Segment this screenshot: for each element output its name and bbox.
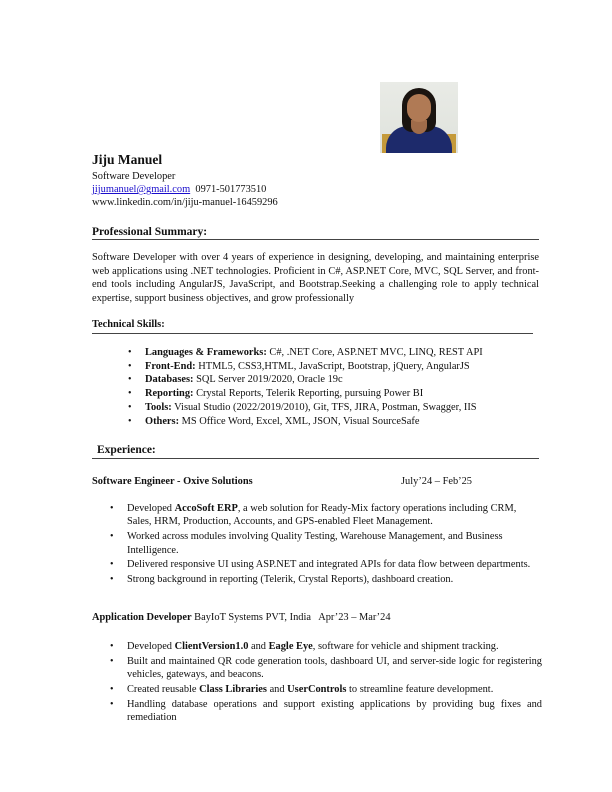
text: Created reusable [127, 683, 200, 695]
list-item [127, 502, 542, 529]
experience-heading: Experience: [97, 444, 156, 456]
bold-text: Languages & Frameworks: [145, 347, 267, 358]
contact-line [92, 183, 266, 196]
text: Crystal Reports, Telerik Reporting, pursuing Power BI [193, 388, 424, 400]
text: , a web solution for Ready-Mix factory operations including CRM, Sales, HRM, Production, Accounts, and GPS-enabled Fleet Management. [127, 503, 517, 528]
job-dates: July’24 – Feb’25 [401, 476, 472, 487]
bold-text: UserControls [287, 683, 347, 695]
text: C#, .NET Core, ASP.NET MVC, LINQ, REST API [266, 347, 483, 358]
job-dates: Apr’23 – Mar’24 [318, 612, 391, 623]
bold-text: Front-End: [145, 360, 196, 372]
list-item [127, 530, 542, 557]
bold-text: Databases: [145, 374, 194, 386]
summary-text: Software Developer with over 4 years of experience in designing, developing, and maintaining enterprise web applications using .NET technologies. Proficient in C#, ASP.NET Core, MVC, SQL Server, and front-end tools including AngularJS, JavaScript, and Bootstrap.Seeking a challenging role to apply technical expertise, support business objectives, and grow professionally [92, 252, 539, 304]
job-title: Software Developer [92, 171, 176, 182]
bold-text: ClientVersion1.0 [174, 641, 249, 652]
divider [92, 458, 539, 459]
bold-text: AccoSoft ERP [174, 503, 238, 514]
job-bullets [127, 502, 542, 588]
bold-text: Others: [145, 415, 180, 427]
list-item [127, 640, 542, 653]
text: Handling database operations and support existing applications by providing bug fixes and remediation [127, 698, 542, 723]
text: Strong background in reporting (Telerik, Crystal Reports), dashboard creation. [127, 573, 454, 585]
text: Developed [127, 503, 175, 514]
text: and [266, 683, 288, 695]
text: Developed [127, 641, 175, 652]
job-bullets [127, 640, 542, 726]
job-role: Application Developer [92, 612, 192, 623]
list-item [145, 415, 483, 429]
list-item [127, 573, 542, 586]
phone: 0971-501773510 [195, 184, 267, 195]
list-item [127, 558, 542, 571]
job-company: BayIoT Systems PVT, India [191, 612, 311, 623]
text: HTML5, CSS3,HTML, JavaScript, Bootstrap, jQuery, AngularJS [195, 360, 470, 372]
list-item [127, 655, 542, 682]
text: Built and maintained QR code generation tools, dashboard UI, and server-side logic for registering vehicles, gateways, and beacons. [127, 655, 542, 681]
skills-heading: Technical Skills: [92, 319, 165, 330]
text: SQL Server 2019/2020, Oracle 19c [193, 374, 343, 386]
bold-text: Reporting: [145, 388, 194, 400]
list-item [145, 387, 483, 401]
profile-photo [380, 82, 458, 153]
list-item [145, 346, 483, 360]
job-role: Software Engineer - Oxive Solutions [92, 476, 253, 487]
job-header [92, 611, 391, 624]
text: Visual Studio (2022/2019/2010), Git, TFS, JIRA, Postman, Swagger, IIS [171, 401, 477, 413]
text: , software for vehicle and shipment tracking. [312, 641, 499, 652]
list-item [145, 360, 483, 374]
list-item [145, 401, 483, 415]
summary-heading: Professional Summary: [92, 226, 208, 238]
divider [92, 239, 539, 240]
candidate-name: Jiju Manuel [92, 152, 163, 167]
skills-list [145, 346, 483, 428]
text: to streamline feature development. [346, 683, 494, 695]
list-item [145, 373, 483, 387]
text: Worked across modules involving Quality Testing, Warehouse Management, and Business Intelligence. [127, 531, 503, 556]
divider [92, 333, 533, 334]
bold-text: Eagle Eye [268, 641, 313, 652]
text: and [248, 641, 269, 652]
bold-text: Tools: [145, 401, 172, 413]
email-link[interactable]: jijumanuel@gmail.com [92, 184, 191, 195]
list-item [127, 698, 542, 725]
text: Delivered responsive UI using ASP.NET and integrated APIs for data flow between departments. [127, 559, 531, 571]
job-header [92, 475, 253, 488]
linkedin-url: www.linkedin.com/in/jiju-manuel-16459296 [92, 197, 278, 208]
text: MS Office Word, Excel, XML, JSON, Visual SourceSafe [179, 415, 420, 427]
list-item [127, 683, 542, 696]
bold-text: Class Libraries [199, 683, 267, 695]
